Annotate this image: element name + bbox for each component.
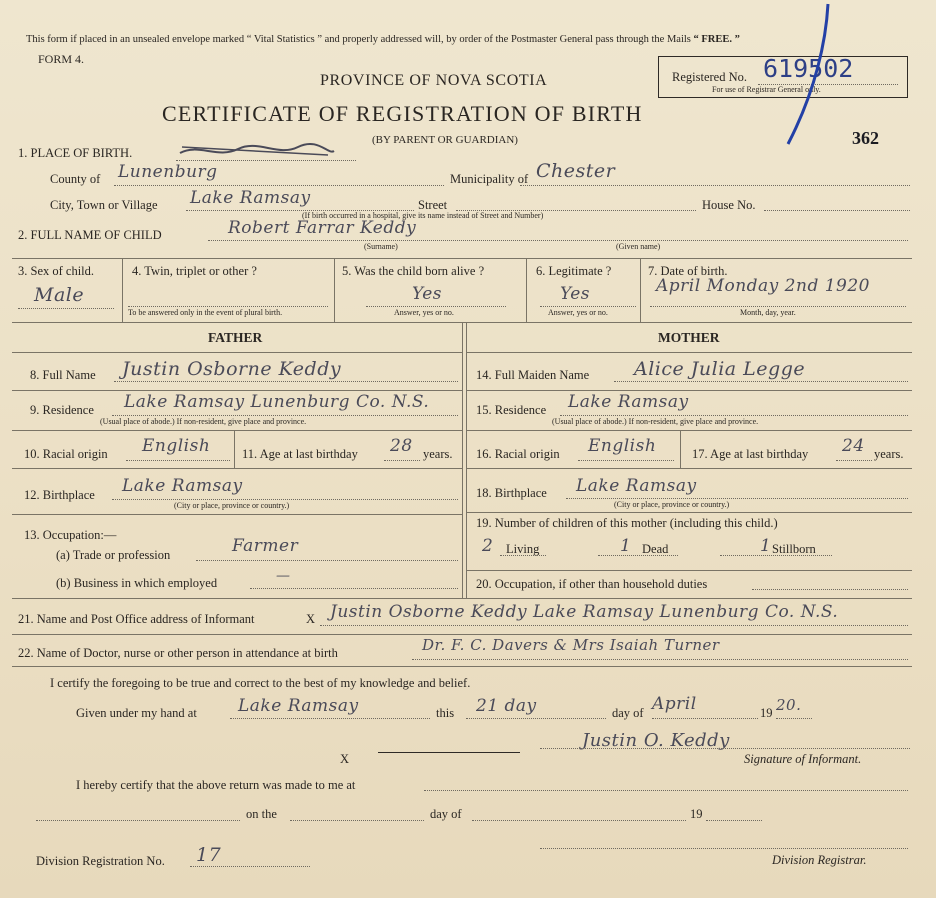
sex-value: Male [34,284,85,306]
father-business-label: (b) Business in which employed [56,576,218,590]
mail-notice: This form if placed in an unsealed envelope marked “ Vital Statistics ” and properly addressed will, by order of the Postmaster General pass through the Mails “ FREE. ” [26,34,740,45]
father-business-value: — [276,568,291,584]
father-residence-value: Lake Ramsay Lunenburg Co. N.S. [124,392,430,412]
father-trade-label: (a) Trade or profession [56,548,171,562]
legitimate-label: 6. Legitimate ? [536,264,612,278]
registered-label: Registered No. [672,70,747,84]
hereby-certify-label: I hereby certify that the above return was made to me at [76,778,356,792]
year-value: 20. [776,696,802,714]
day-value: 21 day [476,696,537,716]
father-occupation-label: 13. Occupation:— [24,528,117,542]
given-place-value: Lake Ramsay [238,696,359,716]
certify-statement: I certify the foregoing to be true and correct to the best of my knowledge and belief. [50,676,471,690]
house-label: House No. [702,198,756,212]
father-age-label: 11. Age at last birthday [242,447,358,461]
father-age-value: 28 [390,436,413,456]
street-label: Street [418,198,448,212]
alive-answer-note: Answer, yes or no. [394,308,454,317]
x-mark: X [340,752,350,766]
twin-note: To be answered only in the event of plural birth. [128,308,283,317]
sex-label: 3. Sex of child. [18,264,95,278]
mother-name-value: Alice Julia Legge [634,358,806,380]
informant-value: Justin Osborne Keddy Lake Ramsay Lunenburg Co. N.S. [330,602,839,622]
this-label: this [436,706,455,720]
father-racial-label: 10. Racial origin [24,447,108,461]
county-value: Lunenburg [118,162,218,182]
birth-date-note: Month, day, year. [740,308,796,317]
father-birthplace-note: (City or place, province or country.) [174,501,290,510]
surname-note: (Surname) [364,242,398,251]
stillborn-count: 1 [760,536,772,556]
month-value: April [652,694,697,714]
mother-age-label: 17. Age at last birthday [692,447,809,461]
mother-age-value: 24 [842,436,865,456]
mother-heading: MOTHER [658,330,720,345]
form-number: FORM 4. [38,52,85,66]
municipality-label: Municipality of [450,172,529,186]
day-of-label: day of [612,706,644,720]
stillborn-label: Stillborn [772,542,816,556]
signature-label: Signature of Informant. [744,752,862,766]
father-name-label: 8. Full Name [30,368,96,382]
twin-label: 4. Twin, triplet or other ? [132,264,257,278]
father-racial-value: English [142,436,211,456]
place-of-birth-label: 1. PLACE OF BIRTH. [18,146,133,160]
pen-stroke [0,0,936,160]
page-subtitle: (BY PARENT OR GUARDIAN) [372,134,518,146]
corner-mark: 362 [852,128,879,148]
legitimate-value: Yes [560,284,591,304]
father-residence-label: 9. Residence [30,403,94,417]
father-birthplace-label: 12. Birthplace [24,488,95,502]
alive-value: Yes [412,284,443,304]
living-label: Living [506,542,540,556]
father-heading: FATHER [208,330,263,345]
mother-racial-value: English [588,436,657,456]
mother-birthplace-note: (City or place, province or country.) [614,500,730,509]
province-title: PROVINCE OF NOVA SCOTIA [320,72,548,89]
mother-racial-label: 16. Racial origin [476,447,560,461]
informant-mark: X [306,612,316,626]
birth-date-value: April Monday 2nd 1920 [656,276,870,296]
mother-occupation-label: 20. Occupation, if other than household duties [476,577,708,591]
legitimate-answer-note: Answer, yes or no. [548,308,608,317]
father-name-value: Justin Osborne Keddy [122,358,342,380]
mother-children-label: 19. Number of children of this mother (including this child.) [476,516,778,530]
doctor-value: Dr. F. C. Davers & Mrs Isaiah Turner [422,636,720,654]
on-the-label: on the [246,807,277,821]
father-years-label: years. [423,447,453,461]
child-name-value: Robert Farrar Keddy [228,218,417,238]
day-of-label-2: day of [430,807,462,821]
informant-signature: Justin O. Keddy [582,730,730,751]
mother-years-label: years. [874,447,904,461]
municipality-value: Chester [536,160,616,182]
dead-count: 1 [620,536,632,556]
living-count: 2 [482,536,494,556]
division-registration-value: 17 [196,844,222,866]
registered-number: 619502 [763,54,854,83]
mother-birthplace-value: Lake Ramsay [576,476,697,496]
county-label: County of [50,172,101,186]
doctor-label: 22. Name of Doctor, nurse or other person in attendance at birth [18,646,338,660]
city-label: City, Town or Village [50,198,158,212]
mother-residence-note: (Usual place of abode.) If non-resident, give place and province. [552,417,759,426]
dead-label: Dead [642,542,669,556]
mother-name-label: 14. Full Maiden Name [476,368,590,382]
child-name-label: 2. FULL NAME OF CHILD [18,228,162,242]
division-registration-label: Division Registration No. [36,854,165,868]
informant-label: 21. Name and Post Office address of Informant [18,612,255,626]
city-value: Lake Ramsay [190,188,311,208]
year-prefix: 19 [760,706,773,720]
father-residence-note: (Usual place of abode.) If non-resident, give place and province. [100,417,307,426]
struck-out-text [178,141,338,161]
registrar-note: For use of Registrar General only. [712,85,821,94]
year-prefix-2: 19 [690,807,703,821]
mother-residence-value: Lake Ramsay [568,392,689,412]
mother-residence-label: 15. Residence [476,403,547,417]
mother-birthplace-label: 18. Birthplace [476,486,547,500]
father-birthplace-value: Lake Ramsay [122,476,243,496]
given-name-note: (Given name) [616,242,661,251]
page-title: CERTIFICATE OF REGISTRATION OF BIRTH [162,101,643,126]
birth-date-label: 7. Date of birth. [648,264,728,278]
father-trade-value: Farmer [232,536,299,556]
hospital-note: (If birth occurred in a hospital, give its name instead of Street and Number) [302,211,544,220]
division-registrar-label: Division Registrar. [772,853,867,867]
alive-label: 5. Was the child born alive ? [342,264,485,278]
given-under-label: Given under my hand at [76,706,197,720]
